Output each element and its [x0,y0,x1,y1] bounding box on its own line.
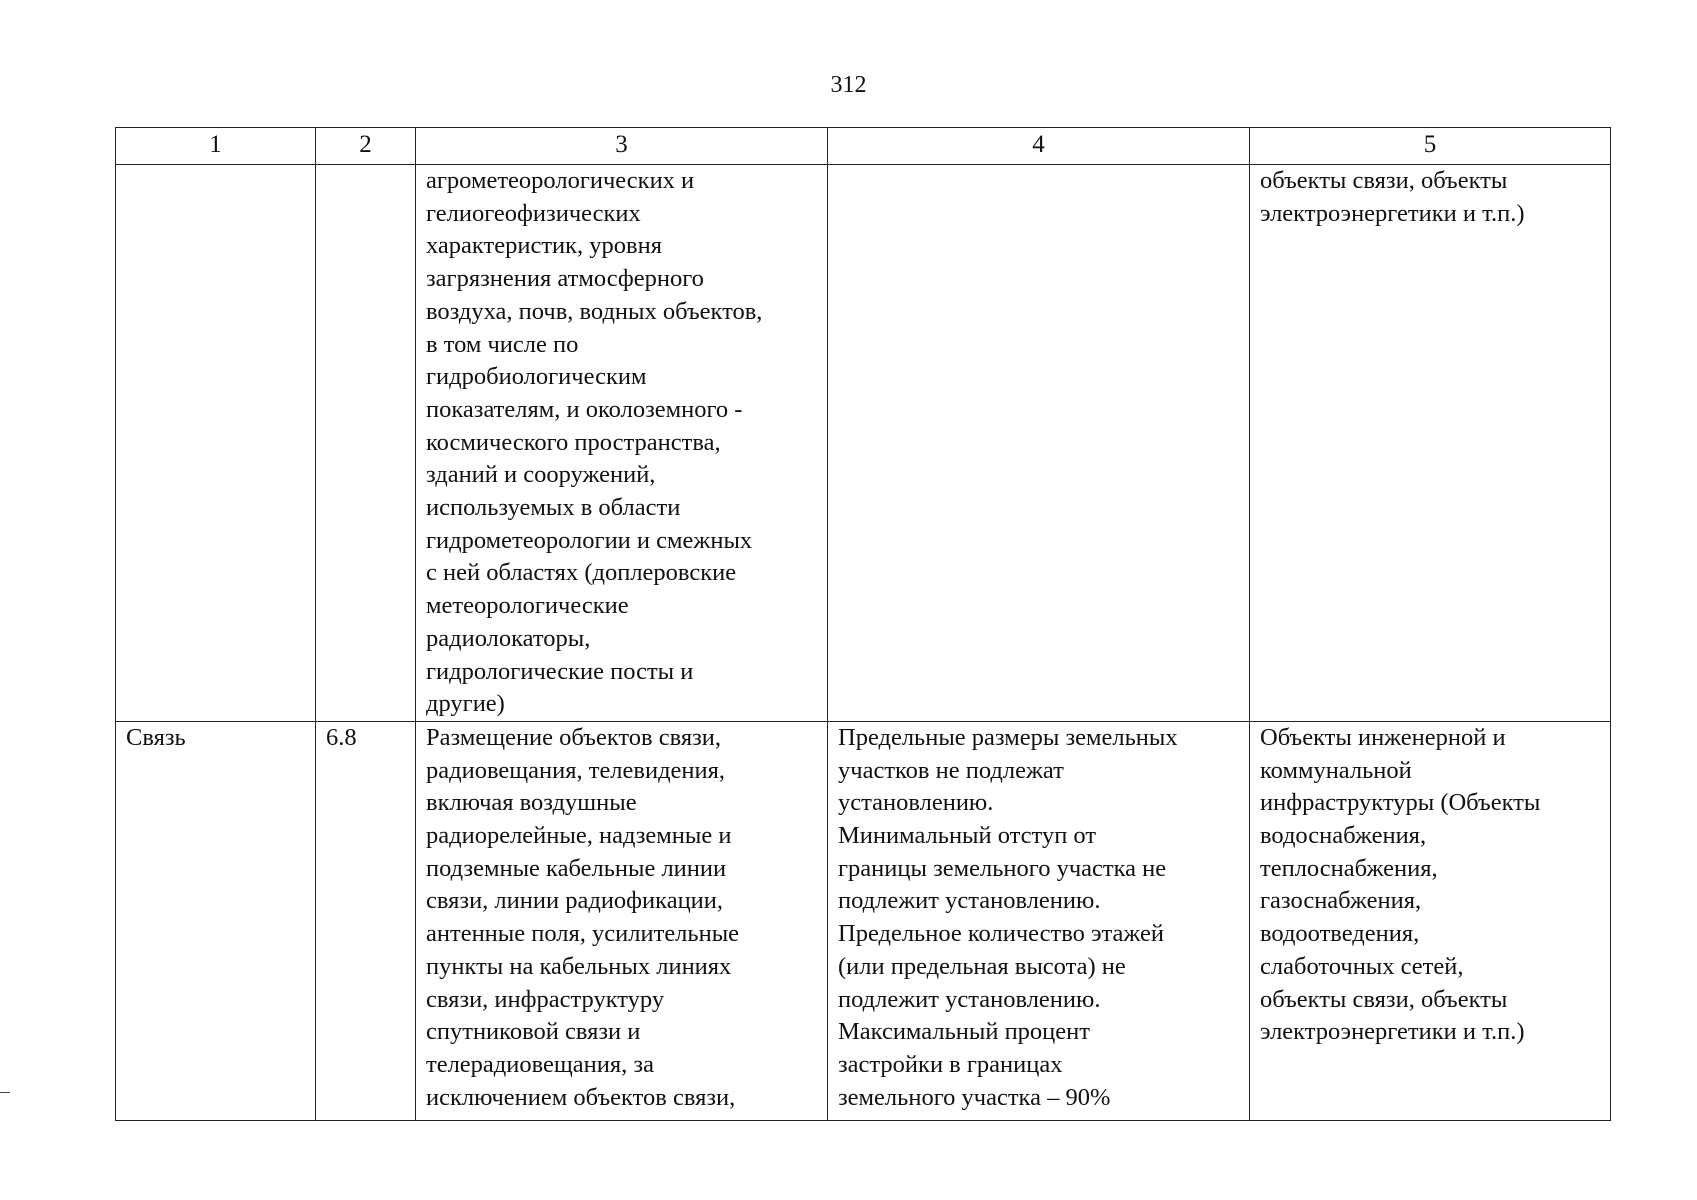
regulations-table [115,127,1611,1121]
table-row [116,721,1611,1120]
margin-mark [0,1092,10,1093]
header-row [116,128,1611,165]
table-row [116,165,1611,722]
cell-parameters: Предельные размеры земельных участков не подлежат установлению. Минимальный отступ от границы земельного участка не подлежит установлению. Предельное количество этажей (или предельная высота) не подлежит установлению. Максимальный процент застройки в границах земельного участка – 90% [828,721,1250,1120]
cell-parameters [828,165,1250,722]
column-header-5: 5 [1250,128,1611,165]
cell-land-use-name [116,165,316,722]
cell-land-use-name: Связь [116,721,316,1120]
column-header-4: 4 [828,128,1250,165]
column-header-1: 1 [116,128,316,165]
cell-code: 6.8 [316,721,416,1120]
column-header-3: 3 [416,128,828,165]
cell-auxiliary-uses: объекты связи, объекты электроэнергетики и т.п.) [1250,165,1611,722]
page-number: 312 [830,72,867,98]
cell-description: агрометеорологических и гелиогеофизических характеристик, уровня загрязнения атмосферного воздуха, почв, водных объектов, в том числе по гидробиологическим показателям, и околоземного - космического пространства, зданий и сооружений, используемых в области гидрометеорологии и смежных с ней областях (доплеровские метеорологические радиолокаторы, гидрологические посты и другие) [416,165,828,722]
column-header-2: 2 [316,128,416,165]
cell-code [316,165,416,722]
cell-auxiliary-uses: Объекты инженерной и коммунальной инфраструктуры (Объекты водоснабжения, теплоснабжения, газоснабжения, водоотведения, слаботочных сетей, объекты связи, объекты электроэнергетики и т.п.) [1250,721,1611,1120]
cell-description: Размещение объектов связи, радиовещания, телевидения, включая воздушные радиорелейные, надземные и подземные кабельные линии связи, линии радиофикации, антенные поля, усилительные пункты на кабельных линиях связи, инфраструктуру спутниковой связи и телерадиовещания, за исключением объектов связи, [416,721,828,1120]
